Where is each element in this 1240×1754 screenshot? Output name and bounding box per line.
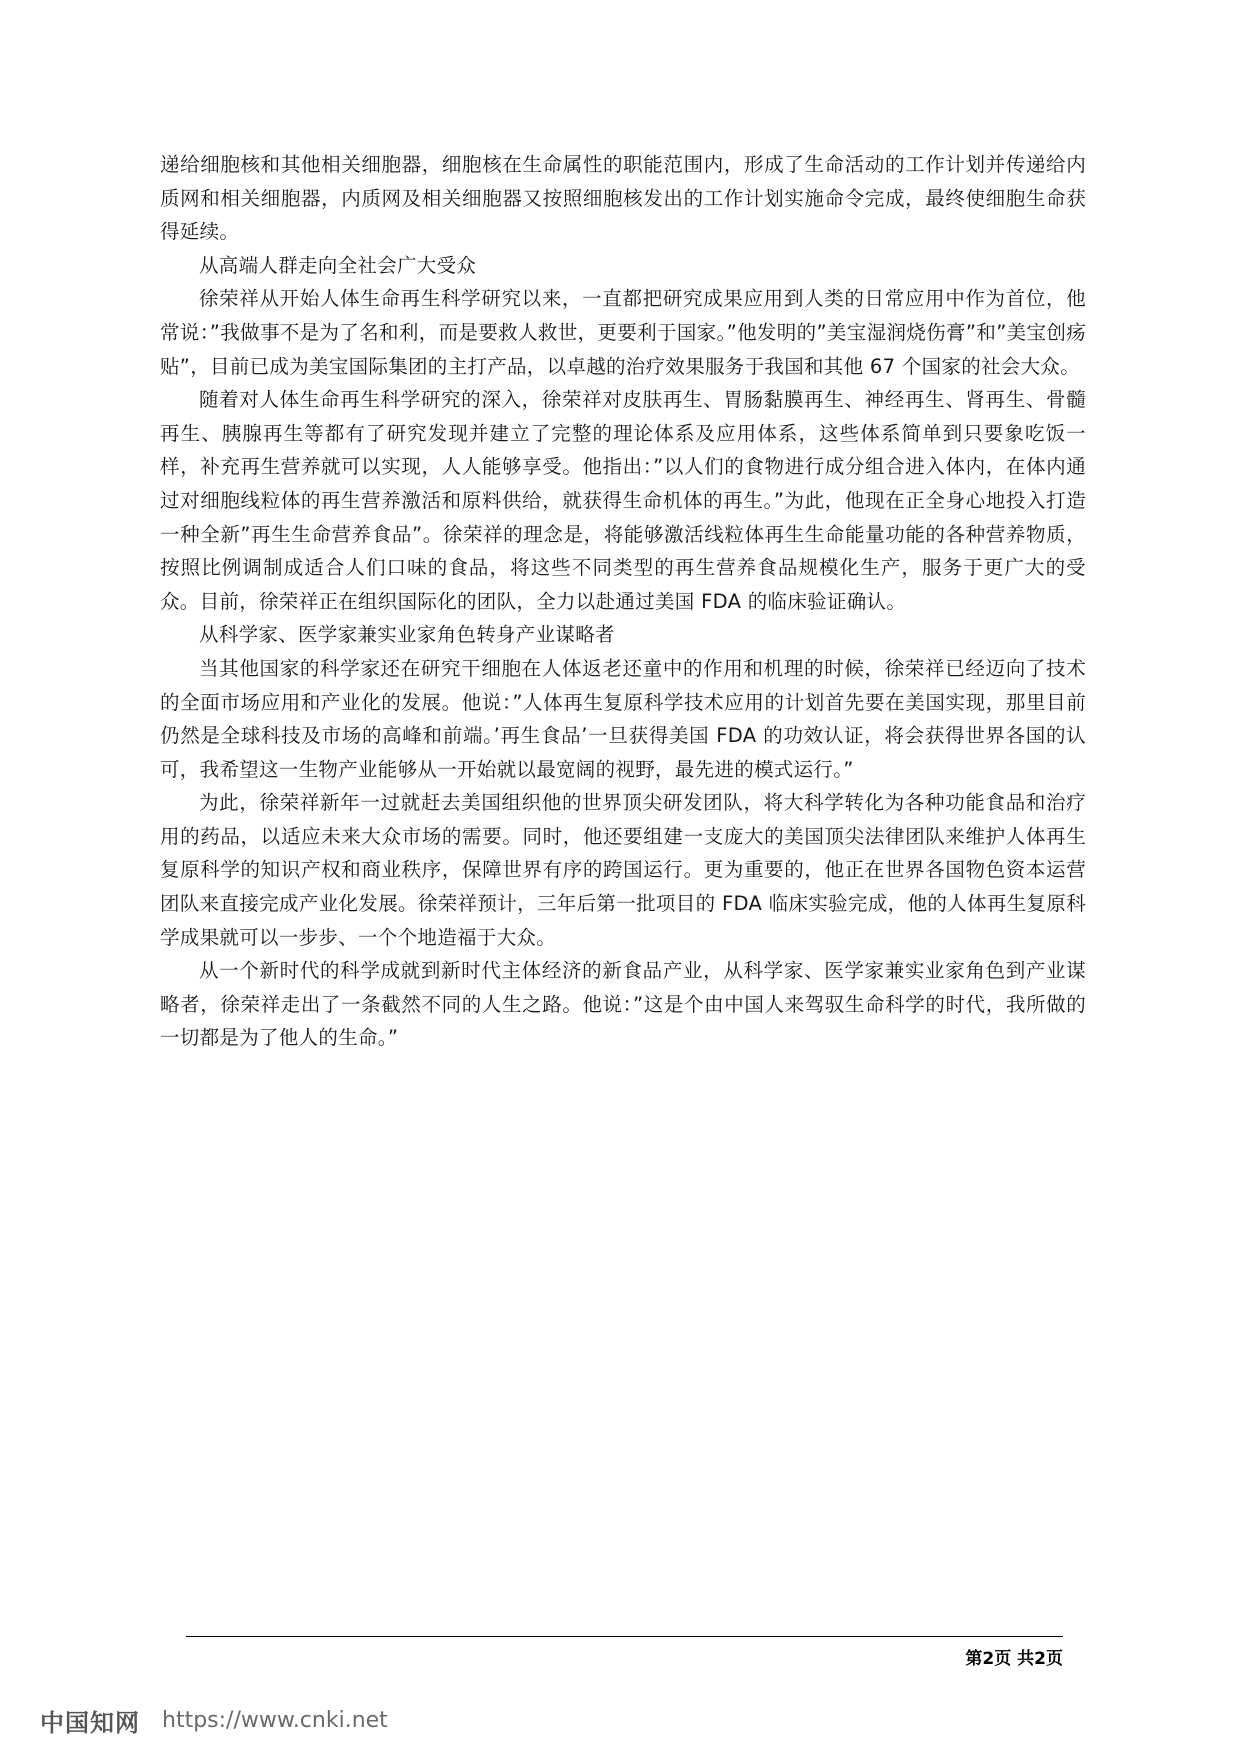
paragraph-continuation: 递给细胞核和其他相关细胞器，细胞核在生命属性的职能范围内，形成了生命活动的工作计划并传递给内质网和相关细胞器，内质网及相关细胞器又按照细胞核发出的工作计划实施命令完成，最终使细胞生命获得延续。 <box>160 153 1086 244</box>
cnki-logo: 中国知网 <box>40 1708 140 1737</box>
paragraph: 随着对人体生命再生科学研究的深入，徐荣祥对皮肤再生、胃肠黏膜再生、神经再生、肾再生、骨髓再生、胰腺再生等都有了研究发现并建立了完整的理论体系及应用体系，这些体系简单到只要象吃饭一样，补充再生营养就可以实现，人人能够享受。他指出：”以人们的食物进行成分组合进入体内，在体内通过对细胞线粒体的再生营养激活和原料供给，就获得生命机体的再生。”为此，他现在正全身心地投入打造一种全新”再生生命营养食品”。徐荣祥的理念是，将能够激活线粒体再生生命能量功能的各种营养物质，按照比例调制成适合人们口味的食品，将这些不同类型的再生营养食品规模化生产，服务于更广大的受众。目前，徐荣祥正在组织国际化的团队，全力以赴通过美国 FDA 的临床验证确认。 <box>160 388 1086 613</box>
paragraph: 从一个新时代的科学成就到新时代主体经济的新食品产业，从科学家、医学家兼实业家角色到产业谋略者，徐荣祥走出了一条截然不同的人生之路。他说：”这是个由中国人来驾驭生命科学的时代，我所做的一切都是为了他人的生命。” <box>160 959 1086 1050</box>
article-body <box>160 148 1086 1055</box>
cnki-watermark <box>40 1704 388 1736</box>
paragraph: 徐荣祥从开始人体生命再生科学研究以来，一直都把研究成果应用到人类的日常应用中作为首位，他常说：”我做事不是为了名和利，而是要救人救世，更要利于国家。”他发明的”美宝湿润烧伤膏”和”美宝创疡贴”，目前已成为美宝国际集团的主打产品，以卓越的治疗效果服务于我国和其他 67 个国家的社会大众。 <box>160 287 1086 378</box>
paragraph: 当其他国家的科学家还在研究干细胞在人体返老还童中的作用和机理的时候，徐荣祥已经迈向了技术的全面市场应用和产业化的发展。他说：”人体再生复原科学技术应用的计划首先要在美国实现，那里目前仍然是全球科技及市场的高峰和前端。’再生食品’一旦获得美国 FDA 的功效认证，将会获得世界各国的认可，我希望这一生物产业能够从一开始就以最宽阔的视野，最先进的模式运行。” <box>160 656 1086 781</box>
section-heading: 从科学家、医学家兼实业家角色转身产业谋略者 <box>199 623 615 647</box>
footer-divider <box>186 1636 1063 1637</box>
cnki-url[interactable]: https://www.cnki.net <box>162 1707 388 1733</box>
section-heading: 从高端人群走向全社会广大受众 <box>199 253 477 277</box>
paragraph: 为此，徐荣祥新年一过就赶去美国组织他的世界顶尖研发团队，将大科学转化为各种功能食品和治疗用的药品，以适应未来大众市场的需要。同时，他还要组建一支庞大的美国顶尖法律团队来维护人体再生复原科学的知识产权和商业秩序，保障世界有序的跨国运行。更为重要的，他正在世界各国物色资本运营团队来直接完成产业化发展。徐荣祥预计，三年后第一批项目的 FDA 临床实验完成，他的人体再生复原科学成果就可以一步步、一个个地造福于大众。 <box>160 791 1086 949</box>
page-number: 第2页 共2页 <box>965 1649 1063 1669</box>
